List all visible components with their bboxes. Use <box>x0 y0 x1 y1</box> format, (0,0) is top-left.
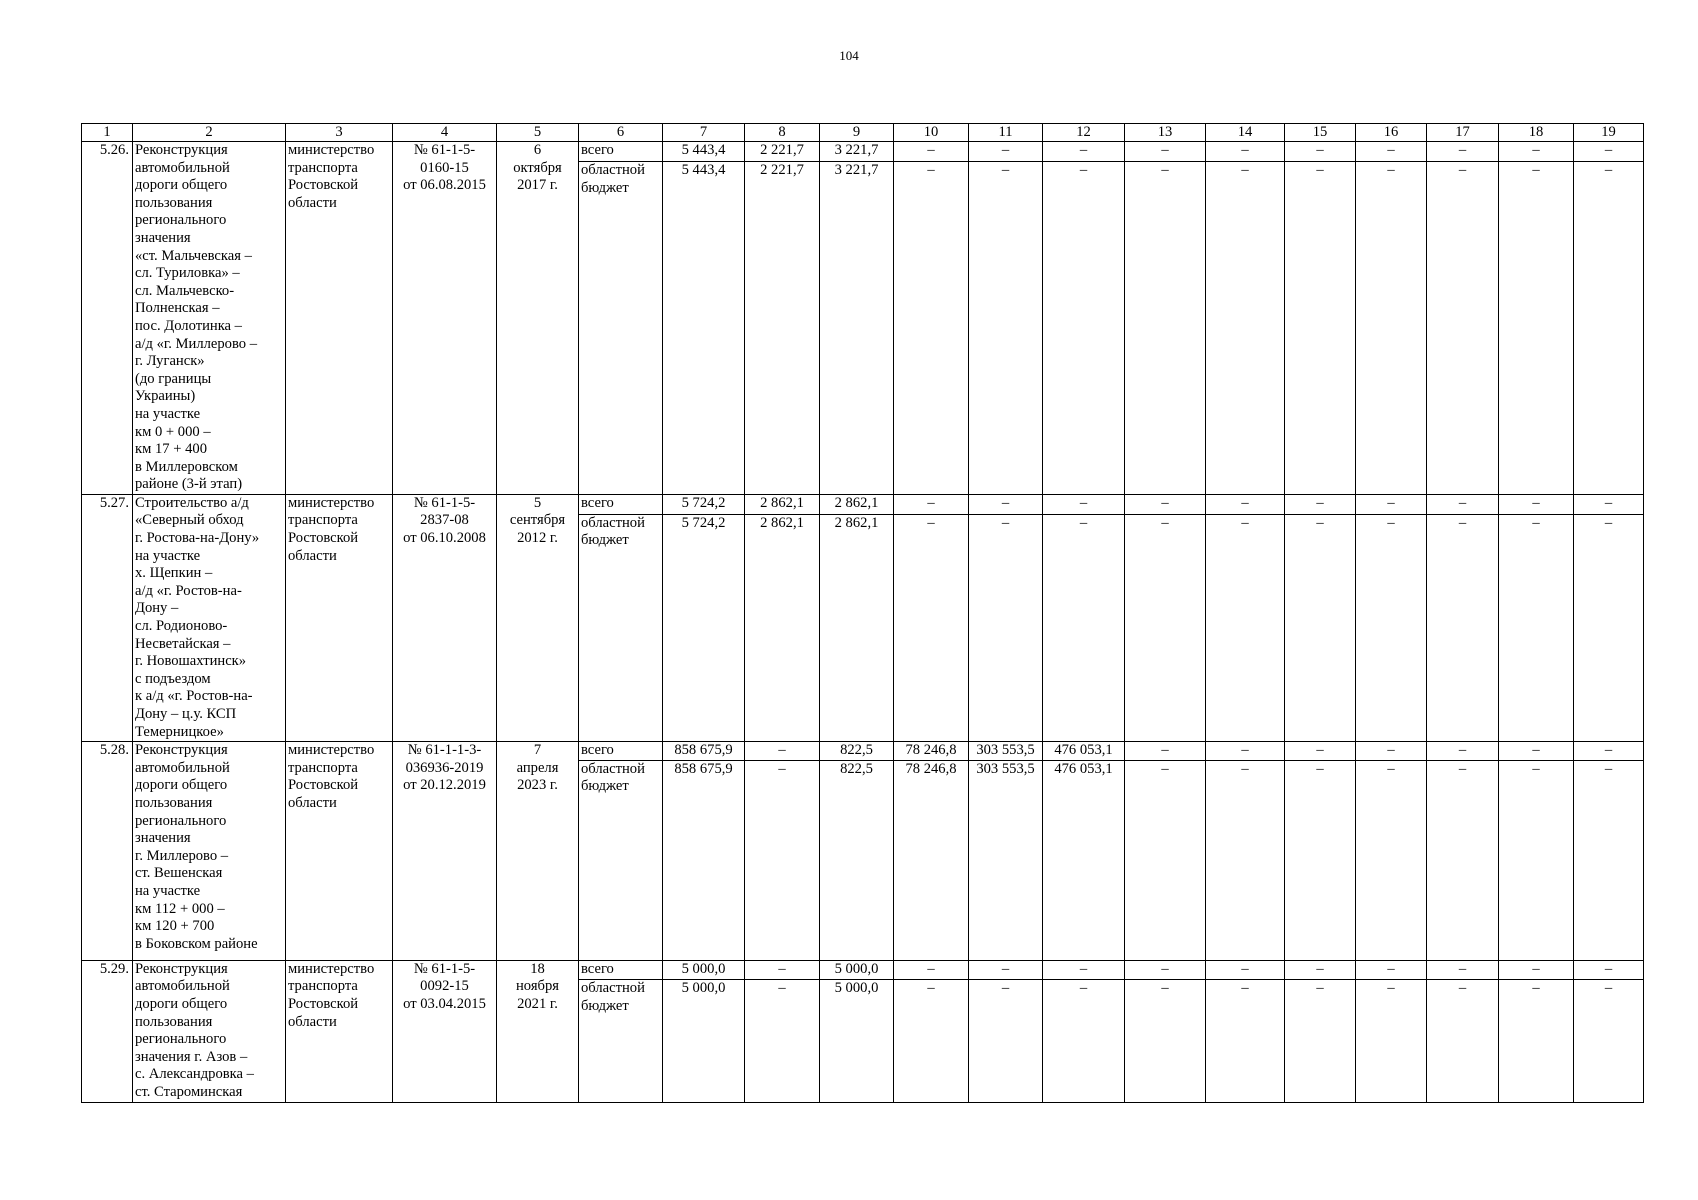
funding-source-line: областной <box>581 980 645 997</box>
funding-total-value: – <box>1356 494 1427 514</box>
funding-total-value: – <box>745 742 820 761</box>
project-name-line: х. Щепкин – <box>135 565 213 582</box>
funding-total-value: – <box>1043 494 1125 514</box>
funding-total-value: 2 862,1 <box>820 494 894 514</box>
project-name-line: с. Александровка – <box>135 1066 254 1083</box>
completion-date <box>497 960 579 1102</box>
funding-source-value: – <box>1499 161 1574 494</box>
funding-source-value: – <box>1125 760 1206 960</box>
agency-line: министерство <box>288 142 375 158</box>
funding-total-value: – <box>1356 142 1427 162</box>
document-number-line: 2837-08 <box>420 512 469 529</box>
project-name-line: ст. Вешенская <box>135 865 223 882</box>
completion-date-line: 2017 г. <box>517 177 558 194</box>
item-number: 5.27. <box>82 494 133 741</box>
document-number-line: 0092-15 <box>420 978 469 995</box>
table-row <box>82 742 1644 761</box>
funding-total-value: – <box>894 960 969 979</box>
project-name-line: г. Миллерово – <box>135 847 229 864</box>
project-name-line: г. Ростова-на-Дону» <box>135 530 260 547</box>
column-number: 7 <box>663 124 745 142</box>
funding-total-value: – <box>1574 960 1644 979</box>
agency <box>286 742 393 961</box>
column-number: 11 <box>969 124 1043 142</box>
funding-source-label <box>579 514 663 741</box>
column-number: 1 <box>82 124 133 142</box>
funding-total-value: 476 053,1 <box>1043 742 1125 761</box>
agency-line: министерство <box>288 960 375 977</box>
funding-total-value: 2 862,1 <box>745 494 820 514</box>
agency-line: области <box>288 547 337 564</box>
funding-total-value: – <box>894 494 969 514</box>
document-number-line: № 61-1-5- <box>413 960 476 977</box>
column-number: 9 <box>820 124 894 142</box>
funding-total-value: – <box>1206 960 1285 979</box>
agency-line: области <box>288 194 337 211</box>
project-name-line: пользования <box>135 1013 213 1030</box>
agency-line: Ростовской <box>288 995 359 1012</box>
completion-date <box>497 742 579 961</box>
project-name-line: на участке <box>135 547 201 564</box>
funding-source-value: – <box>1285 161 1356 494</box>
funding-source-value: – <box>1499 760 1574 960</box>
project-name-line: регионального <box>135 212 227 229</box>
project-name <box>133 142 286 495</box>
document-number <box>393 142 497 495</box>
table-row <box>82 494 1644 514</box>
funding-total-value: – <box>1499 960 1574 979</box>
funding-source-value: – <box>1125 161 1206 494</box>
column-number: 6 <box>579 124 663 142</box>
funding-total-value: – <box>1125 742 1206 761</box>
funding-total-value: – <box>1285 142 1356 162</box>
project-name-line: автомобильной <box>135 159 230 176</box>
project-name-line: значения <box>135 830 191 847</box>
project-name-line: регионального <box>135 812 227 829</box>
funding-source-value: – <box>1427 514 1499 741</box>
funding-total-label: всего <box>579 960 663 979</box>
completion-date-line: 2012 г. <box>517 530 558 547</box>
project-name-line: Несветайская – <box>135 635 231 652</box>
funding-source-value: – <box>1499 514 1574 741</box>
funding-source-value: 2 862,1 <box>820 514 894 741</box>
funding-total-value: – <box>1043 142 1125 162</box>
funding-source-value: – <box>1125 514 1206 741</box>
column-number: 14 <box>1206 124 1285 142</box>
project-name <box>133 742 286 961</box>
funding-source-value: 5 000,0 <box>663 980 745 1102</box>
project-name-line: автомобильной <box>135 978 230 995</box>
agency-line: транспорта <box>288 512 358 529</box>
document-number-line: от 03.04.2015 <box>403 995 486 1012</box>
funding-source-value: – <box>1356 161 1427 494</box>
project-name-line: км 120 + 700 <box>135 918 215 935</box>
funding-source-value: 476 053,1 <box>1043 760 1125 960</box>
completion-date-line: апреля <box>516 759 559 776</box>
agency <box>286 494 393 741</box>
funding-total-value: 2 221,7 <box>745 142 820 162</box>
column-number: 2 <box>133 124 286 142</box>
funding-total-value: – <box>1356 960 1427 979</box>
funding-source-label <box>579 161 663 494</box>
funding-total-value: 5 000,0 <box>663 960 745 979</box>
completion-date-line: сентября <box>509 512 566 529</box>
funding-source-value: 5 724,2 <box>663 514 745 741</box>
project-name <box>133 494 286 741</box>
project-name-line: дороги общего <box>135 177 228 194</box>
document-number-line: от 06.10.2008 <box>403 530 486 547</box>
project-name-line: а/д «г. Ростов-на- <box>135 582 242 599</box>
funding-source-value: – <box>1499 980 1574 1102</box>
agency-line: Ростовской <box>288 177 359 194</box>
project-name-line: г. Новошахтинск» <box>135 653 247 670</box>
funding-source-value: – <box>745 760 820 960</box>
funding-source-line: бюджет <box>581 179 629 196</box>
column-number: 8 <box>745 124 820 142</box>
funding-total-value: – <box>1574 742 1644 761</box>
completion-date <box>497 142 579 495</box>
funding-total-label: всего <box>579 742 663 761</box>
project-name-line: пользования <box>135 194 213 211</box>
document-number-line: № 61-1-5- <box>413 142 476 158</box>
agency-line: транспорта <box>288 978 358 995</box>
funding-total-value: 5 000,0 <box>820 960 894 979</box>
project-name-line: к а/д «г. Ростов-на- <box>135 688 253 705</box>
funding-total-value: – <box>1285 494 1356 514</box>
project-name-line: Дону – ц.у. КСП <box>135 706 237 722</box>
funding-source-value: 5 443,4 <box>663 161 745 494</box>
project-name-line: г. Луганск» <box>135 353 205 370</box>
completion-date-line: 7 <box>533 742 542 759</box>
funding-source-line: бюджет <box>581 532 629 549</box>
project-name-line: «ст. Мальчевская – <box>135 247 252 264</box>
column-number: 15 <box>1285 124 1356 142</box>
funding-total-value: – <box>745 960 820 979</box>
funding-source-value: 303 553,5 <box>969 760 1043 960</box>
project-name-line: Украины) <box>135 388 196 405</box>
project-name-line: значения г. Азов – <box>135 1048 248 1065</box>
project-name-line: на участке <box>135 405 201 422</box>
funding-source-value: 858 675,9 <box>663 760 745 960</box>
project-name-line: «Северный обход <box>135 512 244 529</box>
funding-source-value: – <box>894 980 969 1102</box>
funding-total-value: 5 724,2 <box>663 494 745 514</box>
funding-total-value: – <box>1574 494 1644 514</box>
funding-total-value: 3 221,7 <box>820 142 894 162</box>
funding-source-value: – <box>1043 514 1125 741</box>
agency-line: министерство <box>288 494 375 511</box>
document-number-line: 036936-2019 <box>405 759 484 776</box>
funding-source-value: – <box>1574 514 1644 741</box>
funding-source-value: – <box>1427 161 1499 494</box>
project-name-line: Реконструкция <box>135 960 228 977</box>
funding-source-value: – <box>1285 980 1356 1102</box>
funding-source-value: – <box>1574 760 1644 960</box>
funding-total-value: – <box>1427 960 1499 979</box>
funding-source-value: – <box>969 161 1043 494</box>
project-name-line: сл. Туриловка» – <box>135 265 240 282</box>
funding-total-value: 858 675,9 <box>663 742 745 761</box>
funding-source-line: бюджет <box>581 778 629 795</box>
project-name-line: сл. Мальчевско- <box>135 282 235 299</box>
funding-source-value: – <box>969 514 1043 741</box>
agency-line: транспорта <box>288 159 358 176</box>
completion-date-line: 2021 г. <box>517 995 558 1012</box>
funding-source-value: – <box>894 514 969 741</box>
funding-total-value: 5 443,4 <box>663 142 745 162</box>
column-number: 16 <box>1356 124 1427 142</box>
agency-line: министерство <box>288 742 375 759</box>
page-number: 104 <box>839 48 859 63</box>
funding-total-value: – <box>969 960 1043 979</box>
project-name-line: сл. Родионово- <box>135 618 228 635</box>
completion-date <box>497 494 579 741</box>
project-name-line: Полненская – <box>135 300 220 317</box>
funding-source-value: 78 246,8 <box>894 760 969 960</box>
item-number: 5.29. <box>82 960 133 1102</box>
project-name-line: значения <box>135 229 191 246</box>
funding-total-value: – <box>1285 742 1356 761</box>
project-name-line: а/д «г. Миллерово – <box>135 335 257 352</box>
document-number-line: № 61-1-5- <box>413 494 476 511</box>
project-name <box>133 960 286 1102</box>
funding-total-value: – <box>894 142 969 162</box>
funding-total-value: – <box>1125 494 1206 514</box>
funding-total-value: – <box>1427 494 1499 514</box>
funding-total-value: – <box>1125 960 1206 979</box>
funding-total-value: 78 246,8 <box>894 742 969 761</box>
project-name-line: на участке <box>135 882 201 899</box>
column-number: 12 <box>1043 124 1125 142</box>
funding-source-value: – <box>1206 760 1285 960</box>
agency-line: Ростовской <box>288 530 359 547</box>
funding-source-value: – <box>1427 980 1499 1102</box>
funding-source-value: – <box>1356 760 1427 960</box>
funding-total-value: – <box>1206 742 1285 761</box>
project-name-line: км 17 + 400 <box>135 441 207 458</box>
column-number: 5 <box>497 124 579 142</box>
funding-source-value: 3 221,7 <box>820 161 894 494</box>
project-name-line: в Боковском районе <box>135 935 258 952</box>
project-name-line: пользования <box>135 794 213 811</box>
funding-source-value: 2 221,7 <box>745 161 820 494</box>
document-number-line: от 06.08.2015 <box>403 177 486 194</box>
project-name-line: с подъездом <box>135 670 211 687</box>
funding-source-value: – <box>1427 760 1499 960</box>
budget-table <box>81 123 1644 1103</box>
funding-source-value: – <box>1574 980 1644 1102</box>
funding-total-value: – <box>1427 142 1499 162</box>
funding-source-value: – <box>894 161 969 494</box>
funding-total-value: – <box>969 142 1043 162</box>
funding-total-value: – <box>1499 494 1574 514</box>
document-number <box>393 742 497 961</box>
column-number: 18 <box>1499 124 1574 142</box>
funding-source-line: областной <box>581 514 645 531</box>
project-name-line: Реконструкция <box>135 742 228 759</box>
funding-source-value: – <box>1043 980 1125 1102</box>
completion-date-line: октября <box>513 159 562 176</box>
completion-date-line: 6 <box>533 142 542 158</box>
agency-line: Ростовской <box>288 777 359 794</box>
project-name-line: Темерницкое» <box>135 723 224 740</box>
funding-total-value: – <box>969 494 1043 514</box>
column-number: 13 <box>1125 124 1206 142</box>
completion-date-line: 5 <box>533 494 542 511</box>
document-number-line: № 61-1-1-3- <box>407 742 482 759</box>
funding-total-value: – <box>1499 142 1574 162</box>
agency-line: транспорта <box>288 759 358 776</box>
agency <box>286 142 393 495</box>
project-name-line: автомобильной <box>135 759 230 776</box>
project-name-line: дороги общего <box>135 777 228 794</box>
funding-total-value: – <box>1356 742 1427 761</box>
funding-total-value: – <box>1427 742 1499 761</box>
funding-source-value: – <box>1206 980 1285 1102</box>
completion-date-line: 2023 г. <box>517 777 558 794</box>
funding-total-value: 303 553,5 <box>969 742 1043 761</box>
project-name-line: ст. Староминская <box>135 1083 243 1100</box>
funding-total-label: всего <box>579 494 663 514</box>
funding-total-value: – <box>1206 494 1285 514</box>
funding-source-value: 2 862,1 <box>745 514 820 741</box>
column-number: 4 <box>393 124 497 142</box>
document-number-line: 0160-15 <box>420 159 469 176</box>
table-row <box>82 960 1644 979</box>
funding-source-value: 822,5 <box>820 760 894 960</box>
funding-total-value: – <box>1206 142 1285 162</box>
project-name-line: Строительство а/д <box>135 494 249 511</box>
funding-source-line: областной <box>581 161 645 178</box>
funding-source-value: – <box>1285 514 1356 741</box>
project-name-line: дороги общего <box>135 995 228 1012</box>
document-number <box>393 494 497 741</box>
funding-source-value: – <box>1043 161 1125 494</box>
project-name-line: регионального <box>135 1031 227 1048</box>
project-name-line: Реконструкция <box>135 142 228 158</box>
agency-line: области <box>288 794 337 811</box>
project-name-line: км 0 + 000 – <box>135 423 211 440</box>
item-number: 5.26. <box>82 142 133 495</box>
agency-line: области <box>288 1013 337 1030</box>
project-name-line: (до границы <box>135 370 212 387</box>
project-name-line: пос. Долотинка – <box>135 317 242 334</box>
funding-source-value: – <box>745 980 820 1102</box>
funding-source-line: областной <box>581 760 645 777</box>
funding-source-value: – <box>1125 980 1206 1102</box>
agency <box>286 960 393 1102</box>
funding-source-value: – <box>1285 760 1356 960</box>
funding-total-value: – <box>1043 960 1125 979</box>
funding-total-value: – <box>1574 142 1644 162</box>
project-name-line: в Миллеровском <box>135 458 238 475</box>
table-row <box>82 142 1644 162</box>
funding-source-value: 5 000,0 <box>820 980 894 1102</box>
completion-date-line: ноября <box>516 978 559 995</box>
funding-source-value: – <box>1356 514 1427 741</box>
funding-source-value: – <box>1206 514 1285 741</box>
project-name-line: районе (3-й этап) <box>135 476 243 493</box>
funding-source-label <box>579 980 663 1102</box>
funding-source-label <box>579 760 663 960</box>
column-number-row <box>82 124 1644 142</box>
column-number: 17 <box>1427 124 1499 142</box>
column-number: 19 <box>1574 124 1644 142</box>
project-name-line: Дону – <box>135 600 179 617</box>
funding-source-value: – <box>1206 161 1285 494</box>
document-number-line: от 20.12.2019 <box>403 777 486 794</box>
funding-total-label: всего <box>579 142 663 162</box>
funding-total-value: – <box>1499 742 1574 761</box>
completion-date-line: 18 <box>530 960 545 977</box>
funding-total-value: 822,5 <box>820 742 894 761</box>
funding-source-value: – <box>969 980 1043 1102</box>
document-number <box>393 960 497 1102</box>
column-number: 10 <box>894 124 969 142</box>
funding-total-value: – <box>1285 960 1356 979</box>
project-name-line: км 112 + 000 – <box>135 900 225 917</box>
column-number: 3 <box>286 124 393 142</box>
funding-source-value: – <box>1356 980 1427 1102</box>
item-number: 5.28. <box>82 742 133 961</box>
funding-total-value: – <box>1125 142 1206 162</box>
funding-source-value: – <box>1574 161 1644 494</box>
funding-source-line: бюджет <box>581 997 629 1014</box>
